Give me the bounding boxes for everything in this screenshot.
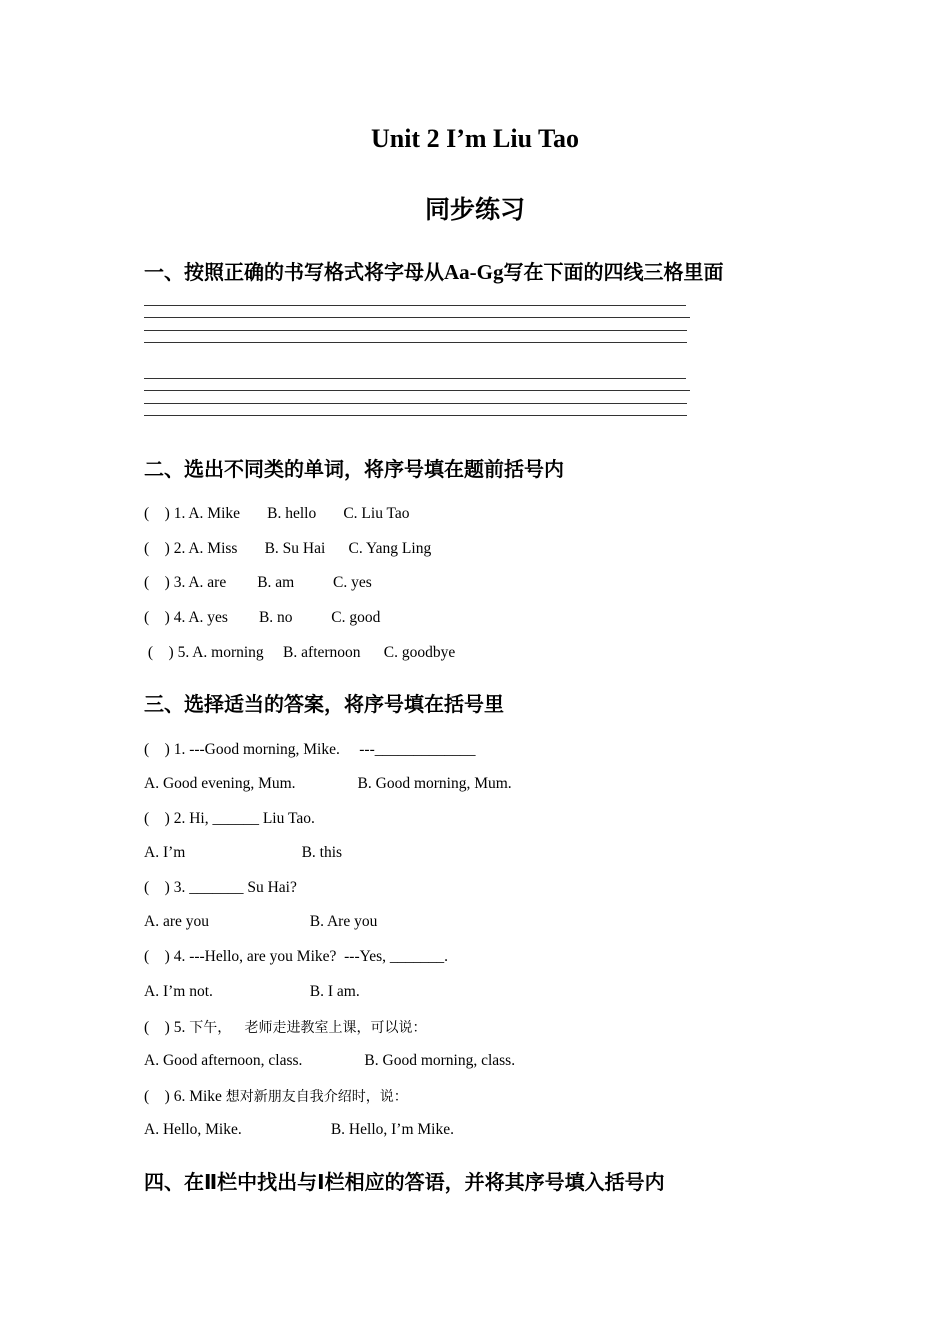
section1-heading-suffix: 写在下面的四线三格里面	[503, 260, 724, 284]
grid-line	[144, 403, 687, 404]
question-3: ( ) 3. _______ Su Hai?	[144, 879, 297, 896]
question-2-options: A. I’m B. this	[144, 844, 343, 861]
question-5	[144, 1017, 427, 1037]
question-item: ( ) 4. A. yes B. no C. good	[144, 609, 381, 626]
page-title: Unit 2 I’m Liu Tao	[370, 124, 580, 153]
question-4-options: A. I’m not. B. I am.	[144, 983, 360, 1000]
grid-line	[144, 305, 686, 306]
grid-line	[144, 342, 687, 343]
question-4: ( ) 4. ---Hello, are you Mike? ---Yes, _______.	[144, 948, 449, 965]
grid-line	[144, 330, 687, 331]
grid-line	[144, 415, 687, 416]
question-item: ( ) 1. A. Mike B. hello C. Liu Tao	[144, 505, 410, 522]
page-subtitle: 同步练习	[424, 195, 525, 224]
grid-line	[144, 390, 690, 391]
grid-line	[144, 317, 690, 318]
question-6-options: A. Hello, Mike. B. Hello, I’m Mike.	[144, 1121, 454, 1138]
question-5-number: ( ) 5.	[144, 1019, 190, 1036]
question-2: ( ) 2. Hi, ______ Liu Tao.	[144, 810, 315, 827]
question-5-text: 下午， 老师走进教室上课，可以说：	[189, 1020, 427, 1036]
section1-heading	[144, 256, 724, 285]
section3-heading: 三、选择适当的答案，将序号填在括号里	[144, 692, 504, 716]
question-item: ( ) 2. A. Miss B. Su Hai C. Yang Ling	[144, 540, 432, 557]
section1-heading-letters: Aa-Gg	[444, 260, 504, 284]
question-5-options: A. Good afternoon, class. B. Good morning, class.	[144, 1052, 516, 1069]
section2-heading: 二、选出不同类的单词，将序号填在题前括号内	[144, 457, 564, 481]
question-1: ( ) 1. ---Good morning, Mike. ---_____________	[144, 741, 476, 758]
section4-heading: 四、在Ⅱ栏中找出与Ⅰ栏相应的答语，并将其序号填入括号内	[144, 1170, 665, 1194]
question-6-text: 想对新朋友自我介绍时，说：	[225, 1089, 408, 1105]
question-6	[144, 1086, 408, 1106]
question-3-options: A. are you B. Are you	[144, 913, 378, 930]
question-1-options: A. Good evening, Mum. B. Good morning, Mum.	[144, 775, 512, 792]
question-item: ( ) 3. A. are B. am C. yes	[144, 574, 372, 591]
question-item: ( ) 5. A. morning B. afternoon C. goodbye	[144, 644, 456, 661]
question-6-number: ( ) 6. Mike	[144, 1088, 226, 1105]
section1-heading-prefix: 一、按照正确的书写格式将字母从	[144, 260, 444, 284]
grid-line	[144, 378, 686, 379]
